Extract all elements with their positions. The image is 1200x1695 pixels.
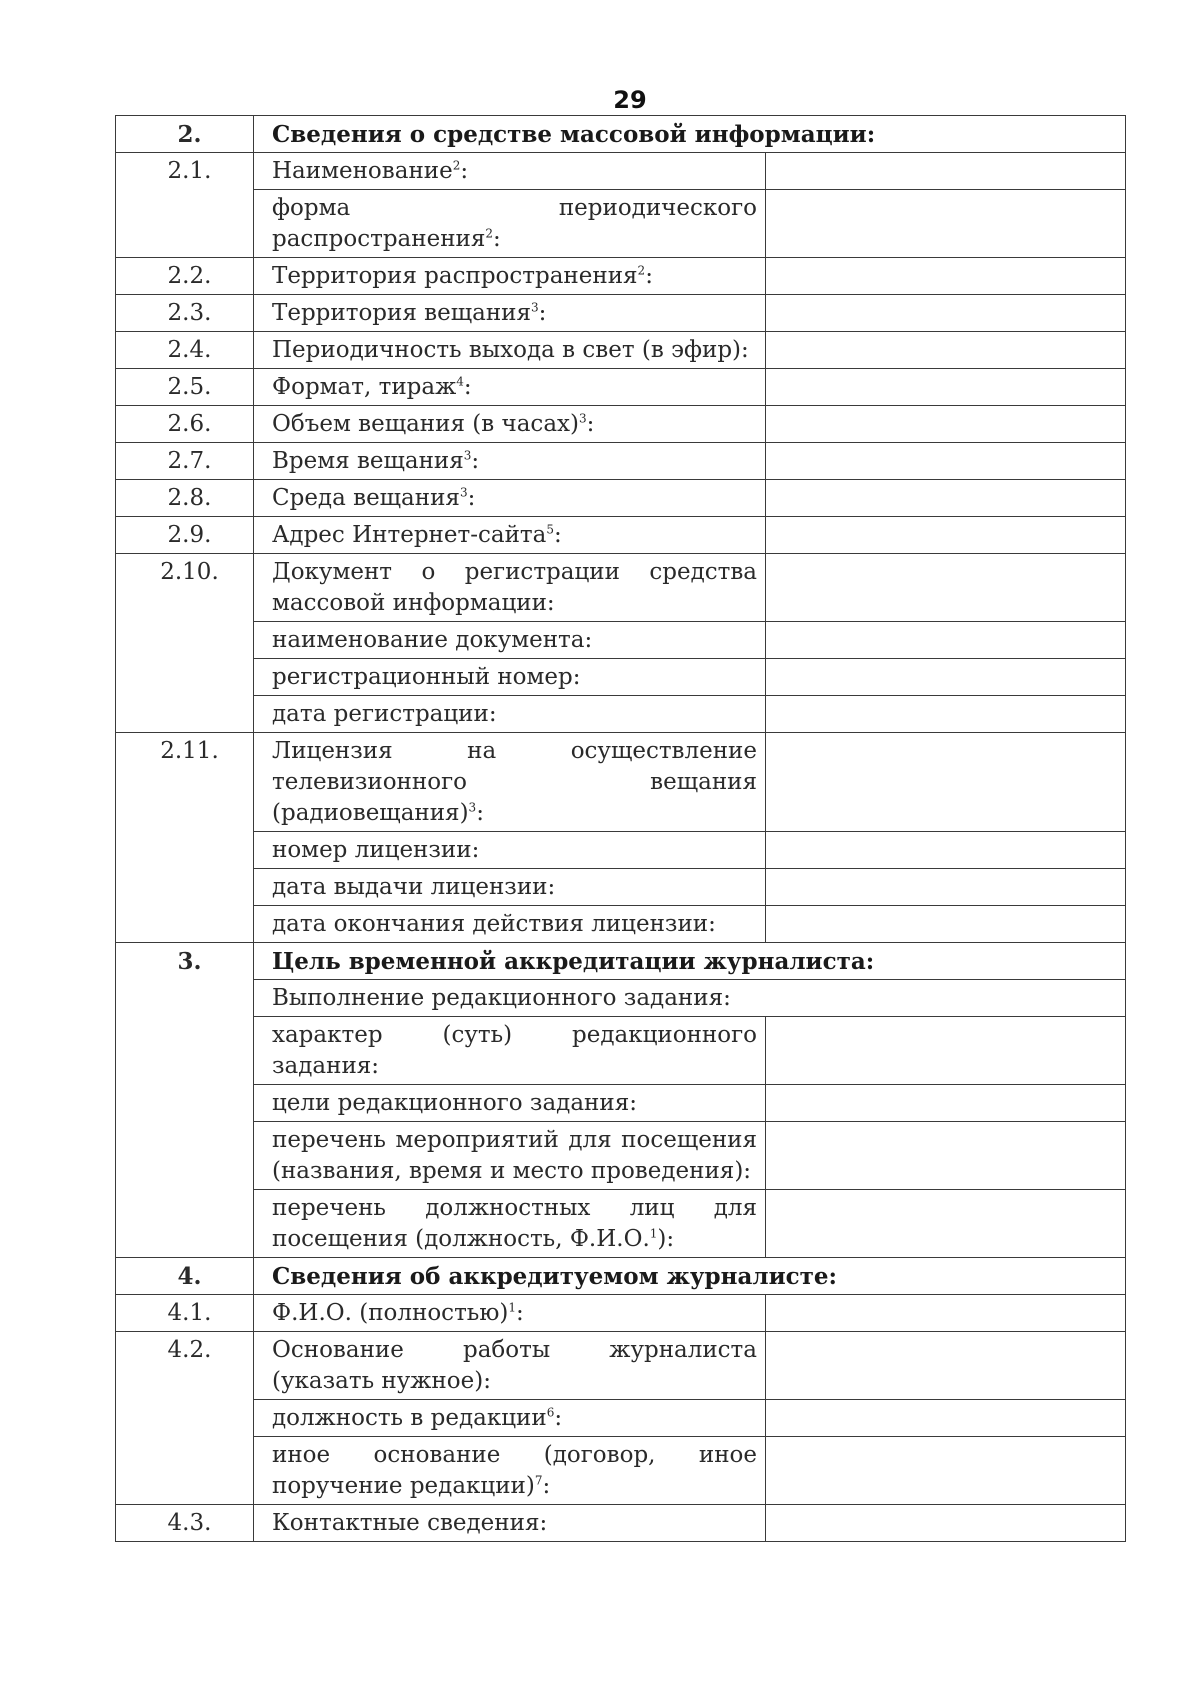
field-label xyxy=(254,1017,766,1085)
form-row xyxy=(116,696,1126,733)
item-number: 2.9. xyxy=(116,517,254,554)
field-label-text: регистрационный номер: xyxy=(272,664,581,690)
field-value-cell[interactable] xyxy=(766,622,1126,659)
form-row xyxy=(116,659,1126,696)
field-value-cell[interactable] xyxy=(766,190,1126,258)
section-title: Цель временной аккредитации журналиста: xyxy=(254,943,1126,980)
section-number: 2. xyxy=(116,116,254,153)
field-label xyxy=(254,832,766,869)
field-label xyxy=(254,295,766,332)
field-label xyxy=(254,480,766,517)
field-label-text: Среда вещания xyxy=(272,485,460,511)
form-row xyxy=(116,832,1126,869)
field-label-text: Основание работы журналиста (указать нужное): xyxy=(272,1337,757,1394)
item-number: 2.8. xyxy=(116,480,254,517)
section-header-row xyxy=(116,116,1126,153)
item-number: 2.2. xyxy=(116,258,254,295)
field-label xyxy=(254,406,766,443)
field-label-text: форма периодического распространения xyxy=(272,195,757,252)
form-row xyxy=(116,258,1126,295)
field-value-cell[interactable] xyxy=(766,480,1126,517)
form-row xyxy=(116,1332,1126,1400)
form-row xyxy=(116,517,1126,554)
item-number: 2.10. xyxy=(116,554,254,733)
form-row xyxy=(116,190,1126,258)
field-label xyxy=(254,1332,766,1400)
form-row xyxy=(116,1505,1126,1542)
field-label-text: иное основание (договор, иное поручение редакции) xyxy=(272,1442,757,1499)
field-value-cell[interactable] xyxy=(766,369,1126,406)
item-number: 2.3. xyxy=(116,295,254,332)
field-label xyxy=(254,1085,766,1122)
field-label xyxy=(254,1190,766,1258)
field-label xyxy=(254,1437,766,1505)
form-row xyxy=(116,1122,1126,1190)
field-label xyxy=(254,696,766,733)
form-row xyxy=(116,733,1126,832)
item-number: 2.1. xyxy=(116,153,254,258)
field-value-cell[interactable] xyxy=(766,1295,1126,1332)
footnote-ref: 3 xyxy=(463,448,472,463)
form-row xyxy=(116,369,1126,406)
footnote-ref: 3 xyxy=(459,485,468,500)
item-number: 4.2. xyxy=(116,1332,254,1505)
field-label xyxy=(254,443,766,480)
field-label-suffix: : xyxy=(542,1473,551,1499)
field-label-text: Территория вещания xyxy=(272,300,531,326)
form-row xyxy=(116,406,1126,443)
field-value-cell[interactable] xyxy=(766,258,1126,295)
field-value-cell[interactable] xyxy=(766,554,1126,622)
form-row xyxy=(116,1400,1126,1437)
field-label-text: Документ о регистрации средства массовой информации: xyxy=(272,559,757,616)
footnote-ref: 1 xyxy=(649,1226,658,1241)
field-label-suffix: : xyxy=(554,522,562,548)
item-number: 4.3. xyxy=(116,1505,254,1542)
field-value-cell[interactable] xyxy=(766,406,1126,443)
field-label-text: характер (суть) редакционного задания: xyxy=(272,1022,757,1079)
section-number: 3. xyxy=(116,943,254,1258)
field-value-cell[interactable] xyxy=(766,696,1126,733)
field-value-cell[interactable] xyxy=(766,659,1126,696)
section-number: 4. xyxy=(116,1258,254,1295)
field-label-suffix: : xyxy=(586,411,595,437)
section-header-row xyxy=(116,943,1126,980)
field-label-text: номер лицензии: xyxy=(272,837,480,863)
field-label-text: Ф.И.О. (полностью) xyxy=(272,1300,509,1326)
field-value-cell[interactable] xyxy=(766,1437,1126,1505)
field-label-suffix: : xyxy=(554,1405,563,1431)
field-label-suffix: : xyxy=(538,300,547,326)
form-row xyxy=(116,869,1126,906)
footnote-ref: 3 xyxy=(531,300,539,315)
field-label-text: Территория распространения xyxy=(272,263,638,289)
field-label-suffix: : xyxy=(463,374,472,400)
field-value-cell[interactable] xyxy=(766,869,1126,906)
field-label-text: Время вещания xyxy=(272,448,464,474)
field-label-suffix: : xyxy=(493,226,501,252)
accreditation-form-table xyxy=(115,115,1126,1542)
form-row xyxy=(116,1295,1126,1332)
field-label-text: перечень мероприятий для посещения (названия, время и место проведения): xyxy=(272,1127,757,1184)
form-row xyxy=(116,1190,1126,1258)
field-label-text: Контактные сведения: xyxy=(272,1510,548,1536)
field-label-text: Формат, тираж xyxy=(272,374,457,400)
field-label xyxy=(254,906,766,943)
page-number: 29 xyxy=(613,86,647,114)
form-row xyxy=(116,480,1126,517)
field-value-cell[interactable] xyxy=(766,832,1126,869)
field-value-cell[interactable] xyxy=(766,153,1126,190)
footnote-ref: 3 xyxy=(468,800,477,815)
footnote-ref: 1 xyxy=(508,1300,516,1315)
footnote-ref: 5 xyxy=(546,522,554,537)
form-row xyxy=(116,1017,1126,1085)
field-label-text: Адрес Интернет-сайта xyxy=(272,522,547,548)
field-label xyxy=(254,622,766,659)
item-number: 4.1. xyxy=(116,1295,254,1332)
field-label xyxy=(254,369,766,406)
field-label-text: перечень должностных лиц для посещения (должность, Ф.И.О. xyxy=(272,1195,757,1252)
footnote-ref: 2 xyxy=(452,158,461,173)
footnote-ref: 4 xyxy=(456,374,464,389)
field-label-suffix: ): xyxy=(657,1226,675,1252)
field-label xyxy=(254,659,766,696)
field-label xyxy=(254,1400,766,1437)
section-header-row xyxy=(116,1258,1126,1295)
field-label xyxy=(254,1505,766,1542)
item-number: 2.11. xyxy=(116,733,254,943)
form-row xyxy=(116,906,1126,943)
item-number: 2.6. xyxy=(116,406,254,443)
field-label-suffix: : xyxy=(645,263,653,289)
field-value-cell[interactable] xyxy=(766,1190,1126,1258)
field-value-cell[interactable] xyxy=(766,1017,1126,1085)
field-value-cell[interactable] xyxy=(766,1122,1126,1190)
field-value-cell[interactable] xyxy=(766,1400,1126,1437)
footnote-ref: 7 xyxy=(534,1473,543,1488)
field-label-text: наименование документа: xyxy=(272,627,593,653)
section-subtitle: Выполнение редакционного задания: xyxy=(254,980,1126,1017)
form-row xyxy=(116,1437,1126,1505)
form-body xyxy=(116,116,1126,1542)
form-row xyxy=(116,1085,1126,1122)
field-value-cell[interactable] xyxy=(766,1085,1126,1122)
form-row xyxy=(116,332,1126,369)
form-row xyxy=(116,622,1126,659)
field-value-cell[interactable] xyxy=(766,733,1126,832)
field-label xyxy=(254,1122,766,1190)
field-value-cell[interactable] xyxy=(766,1332,1126,1400)
field-label xyxy=(254,258,766,295)
field-value-cell[interactable] xyxy=(766,295,1126,332)
item-number: 2.7. xyxy=(116,443,254,480)
form-row xyxy=(116,443,1126,480)
field-label-text: Наименование xyxy=(272,158,453,184)
field-label xyxy=(254,190,766,258)
field-label xyxy=(254,1295,766,1332)
field-label-text: дата регистрации: xyxy=(272,701,497,727)
field-label-text: должность в редакции xyxy=(272,1405,547,1431)
field-label xyxy=(254,554,766,622)
form-row xyxy=(116,153,1126,190)
footnote-ref: 6 xyxy=(546,1405,555,1420)
field-value-cell[interactable] xyxy=(766,332,1126,369)
section-subtitle-row xyxy=(116,980,1126,1017)
field-label-text: Объем вещания (в часах) xyxy=(272,411,579,437)
field-label-text: Лицензия на осуществление телевизионного вещания (радиовещания) xyxy=(272,738,757,826)
field-label xyxy=(254,733,766,832)
field-label-suffix: : xyxy=(460,158,469,184)
field-label-text: дата выдачи лицензии: xyxy=(272,874,556,900)
footnote-ref: 3 xyxy=(578,411,587,426)
form-row xyxy=(116,295,1126,332)
field-label-suffix: : xyxy=(476,800,484,826)
field-label xyxy=(254,153,766,190)
field-label-text: дата окончания действия лицензии: xyxy=(272,911,716,937)
footnote-ref: 2 xyxy=(637,263,646,278)
field-label-text: цели редакционного задания: xyxy=(272,1090,637,1116)
field-label-suffix: : xyxy=(515,1300,524,1326)
field-label-text: Периодичность выхода в свет (в эфир): xyxy=(272,337,749,363)
field-value-cell[interactable] xyxy=(766,1505,1126,1542)
section-title: Сведения о средстве массовой информации: xyxy=(254,116,1126,153)
footnote-ref: 2 xyxy=(485,226,494,241)
field-label-suffix: : xyxy=(467,485,476,511)
form-row xyxy=(116,554,1126,622)
field-value-cell[interactable] xyxy=(766,443,1126,480)
field-label xyxy=(254,517,766,554)
field-value-cell[interactable] xyxy=(766,517,1126,554)
section-title: Сведения об аккредитуемом журналисте: xyxy=(254,1258,1126,1295)
field-label xyxy=(254,869,766,906)
item-number: 2.5. xyxy=(116,369,254,406)
item-number: 2.4. xyxy=(116,332,254,369)
field-label xyxy=(254,332,766,369)
field-value-cell[interactable] xyxy=(766,906,1126,943)
field-label-suffix: : xyxy=(471,448,480,474)
